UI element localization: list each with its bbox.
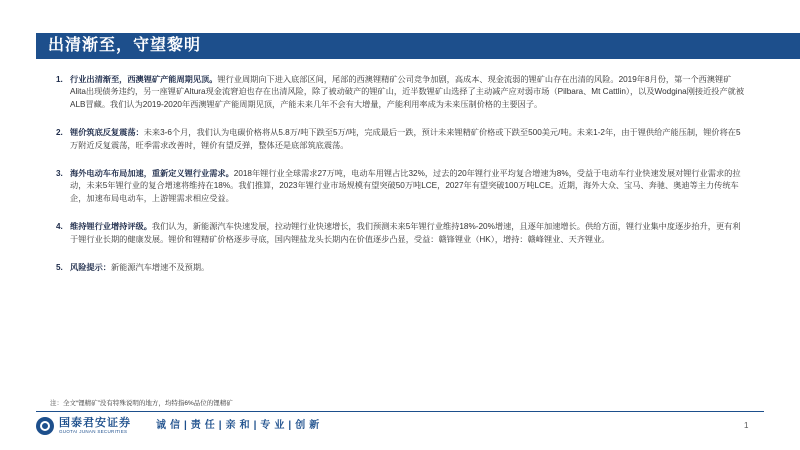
list-item: [56, 168, 746, 205]
item-text: 未来3-6个月，我们认为电碳价格将从5.8万/吨下跌至5万/吨，完成最后一跌，预计未来锂精矿价格或下跌至500美元/吨。未来1-2年，由于锂供给产能压制，锂价将在5万附近反复震荡，旺季需求改善时，锂价有望反弹，整体还是底部筑底震荡。: [70, 128, 741, 150]
logo-icon: [36, 417, 54, 435]
list-item: [56, 221, 746, 246]
item-body: [70, 221, 746, 246]
page-number: 1: [744, 421, 749, 430]
footer-divider: [36, 411, 764, 412]
content: [56, 74, 746, 290]
slogan: 诚信|责任|亲和|专业|创新: [156, 420, 324, 431]
page-title: 出清渐至，守望黎明: [48, 37, 202, 54]
list-item: [56, 262, 746, 274]
item-number: 3.: [56, 169, 63, 179]
logo-name-cn: 国泰君安证券: [59, 417, 131, 429]
item-body: [70, 168, 746, 205]
item-body: [70, 127, 746, 152]
list-item: [56, 127, 746, 152]
item-text: 2018年锂行业全球需求27万吨，电动车用锂占比32%，过去的20年锂行业平均复合增速为8%，受益于电动车行业快速发展对锂行业需求的拉动，未来5年锂行业的复合增速将维持在18%。我们推算，2023年锂行业市场规模有望突破50万吨LCE，2027年有望突破100万吨LCE。近期，海外大众、宝马、奔驰、奥迪等主力传统车企，加速布局电动车，上游锂需求相应受益。: [70, 169, 741, 203]
item-text: 新能源汽车增速不及预期。: [110, 263, 210, 273]
item-number: 5.: [56, 263, 63, 273]
item-body: [70, 262, 746, 274]
logo-text: [59, 417, 131, 435]
item-number: 4.: [56, 222, 63, 232]
item-lead: 维持锂行业增持评级。: [70, 222, 152, 232]
item-lead: 风险提示：: [70, 263, 111, 273]
footnote: 注：全文“锂精矿”没有特殊说明的地方，均特指6%品位的锂精矿: [50, 400, 233, 407]
logo-name-en: GUOTAI JUNAN SECURITIES: [59, 429, 128, 434]
item-lead: 海外电动车布局加速，重新定义锂行业需求。: [70, 169, 234, 179]
company-logo: [36, 416, 146, 436]
list-item: [56, 74, 746, 111]
title-accent: [36, 33, 44, 59]
item-body: [70, 74, 746, 111]
header: [0, 0, 800, 64]
item-number: 1.: [56, 75, 63, 84]
item-text: 锂行业周期向下进入底部区间，尾部的西澳锂精矿公司竞争加剧，高成本、现金流弱的锂矿山存在出清的风险。2019年8月份，第一个西澳锂矿Alita出现债务违约，另一座锂矿Altura现金流窘迫也存在出清风险，除了被动破产的锂矿山，近半数锂矿山选择了主动减产应对弱市场（Pilbara、Mt Cattlin），以及Wodgina刚接近投产就被ALB冒藏。我们认为2019-2020年西澳锂矿产能周期见顶，产能未来几年不会有大增量，产能利用率成为未来压制价格的主要因子。: [70, 75, 745, 109]
item-lead: 锂价筑底反复震荡：: [70, 128, 144, 138]
item-lead: 行业出清渐至，西澳锂矿产能周期见顶。: [70, 75, 218, 84]
item-number: 2.: [56, 128, 63, 138]
item-text: 我们认为，新能源汽车快速发展，拉动锂行业快速增长，我们预测未来5年锂行业维持18%-20%增速，且逐年加速增长。供给方面，锂行业集中度逐步抬升，更有利于锂行业长期的健康发展。锂价和锂精矿价格逐步寻底，国内锂盐龙头长期内在价值逐步凸显，受益：赣锋锂业（HK），增持：赣峰锂业、天齐锂业。: [70, 222, 741, 244]
